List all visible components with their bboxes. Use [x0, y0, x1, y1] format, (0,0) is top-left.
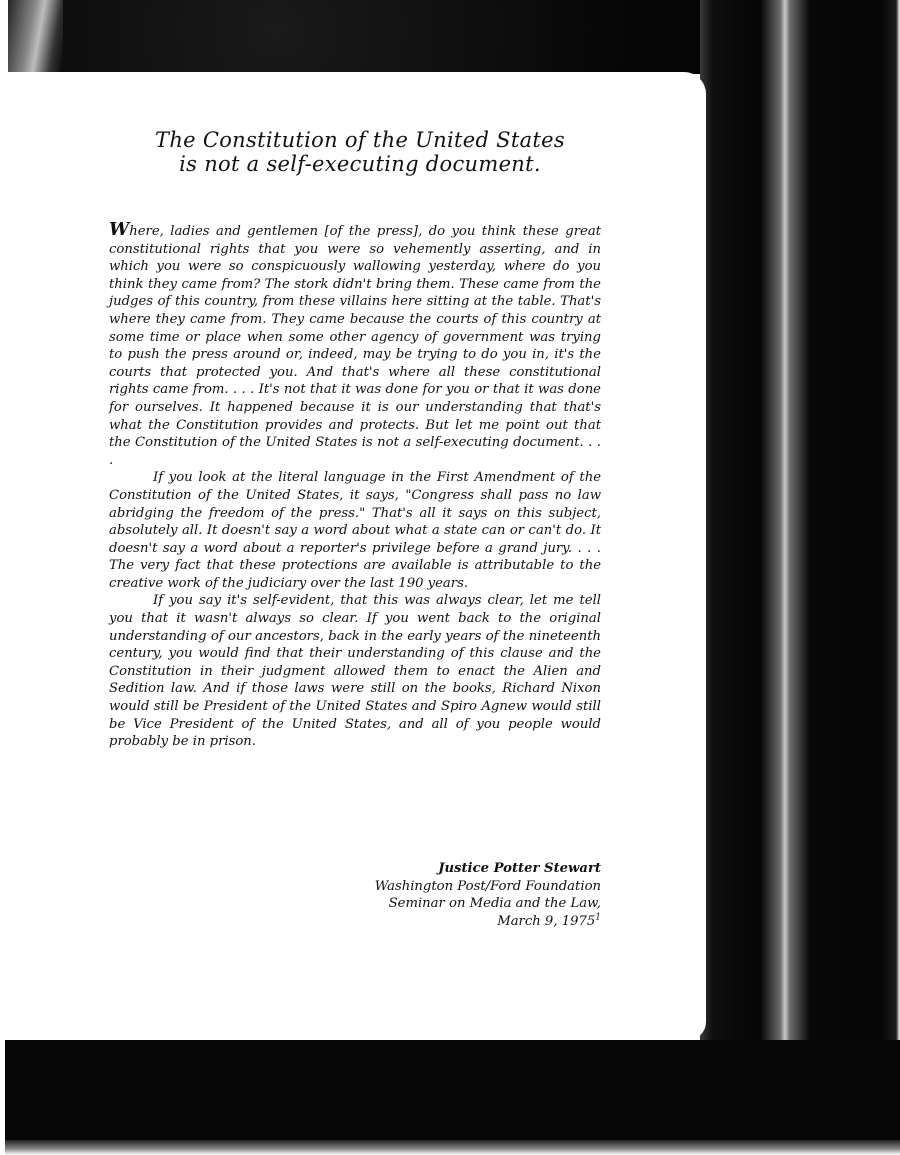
drop-cap: W	[109, 219, 130, 240]
attribution-date: March 9, 1975	[497, 913, 596, 929]
quote-paragraph-3: If you say it's self-evident, that this was always clear, let me tell you that it wasn't always so clear. If you went back to the original understanding of our ancestors, back in the early years of the nineteenth century, you would find that their understanding of this clause and the Constitution in their judgment allowed them to enact the Alien and Sedition law. And if those laws were still on the books, Richard Nixon would still be President of the United States and Spiro Agnew would still be Vice President of the United States, and all of you people would probably be in prison.	[109, 593, 601, 750]
scan-border-bottom-edge	[5, 1140, 900, 1155]
title-line-1: The Constitution of the United States	[155, 128, 565, 152]
attribution	[300, 860, 601, 930]
quote-paragraph-2: If you look at the literal language in the First Amendment of the Constitution of the United States, it says, "Congress shall pass no law abridging the freedom of the press." That's all it says on this subject, absolutely all. It doesn't say a word about what a state can or can't do. It doesn't say a word about a reporter's privilege before a grand jury. . . . The very fact that these protections are available is attributable to the creative work of the judiciary over the last 190 years.	[109, 470, 601, 591]
scan-glare	[8, 0, 63, 72]
footnote-marker[interactable]: 1	[595, 912, 601, 923]
attribution-line-1: Washington Post/Ford Foundation	[374, 878, 601, 894]
attribution-date-line	[300, 913, 601, 931]
scan-border-right	[700, 0, 900, 1155]
attribution-name: Justice Potter Stewart	[438, 861, 601, 876]
attribution-line-2: Seminar on Media and the Law,	[388, 896, 601, 912]
quote-paragraph-1-text: here, ladies and gentlemen [of the press], do you think these great constitutional rights that you were so vehemently asserting, and in which you were so conspicuously wallowing yesterday, where do you think they came from? The stork didn't bring them. These came from the judges of this country, from these villains here sitting at the table. That's where they came from. They came because the courts of this country at some time or place when some other agency of government was trying to push the press around or, indeed, may be trying to do you in, it's the courts that protected you. And that's where all these constitutional rights came from. . . . It's not that it was done for you or that it was done for ourselves. It happened because it is our understanding that that's what the Constitution provides and protects. But let me point out that the Constitution of the United States is not a self-executing document. . . .	[109, 224, 601, 468]
scan-border-bottom	[5, 1040, 900, 1155]
page-title	[150, 128, 570, 176]
quote-paragraph-1	[109, 221, 601, 469]
quote-block	[109, 221, 601, 751]
title-line-2: is not a self-executing document.	[179, 152, 541, 176]
